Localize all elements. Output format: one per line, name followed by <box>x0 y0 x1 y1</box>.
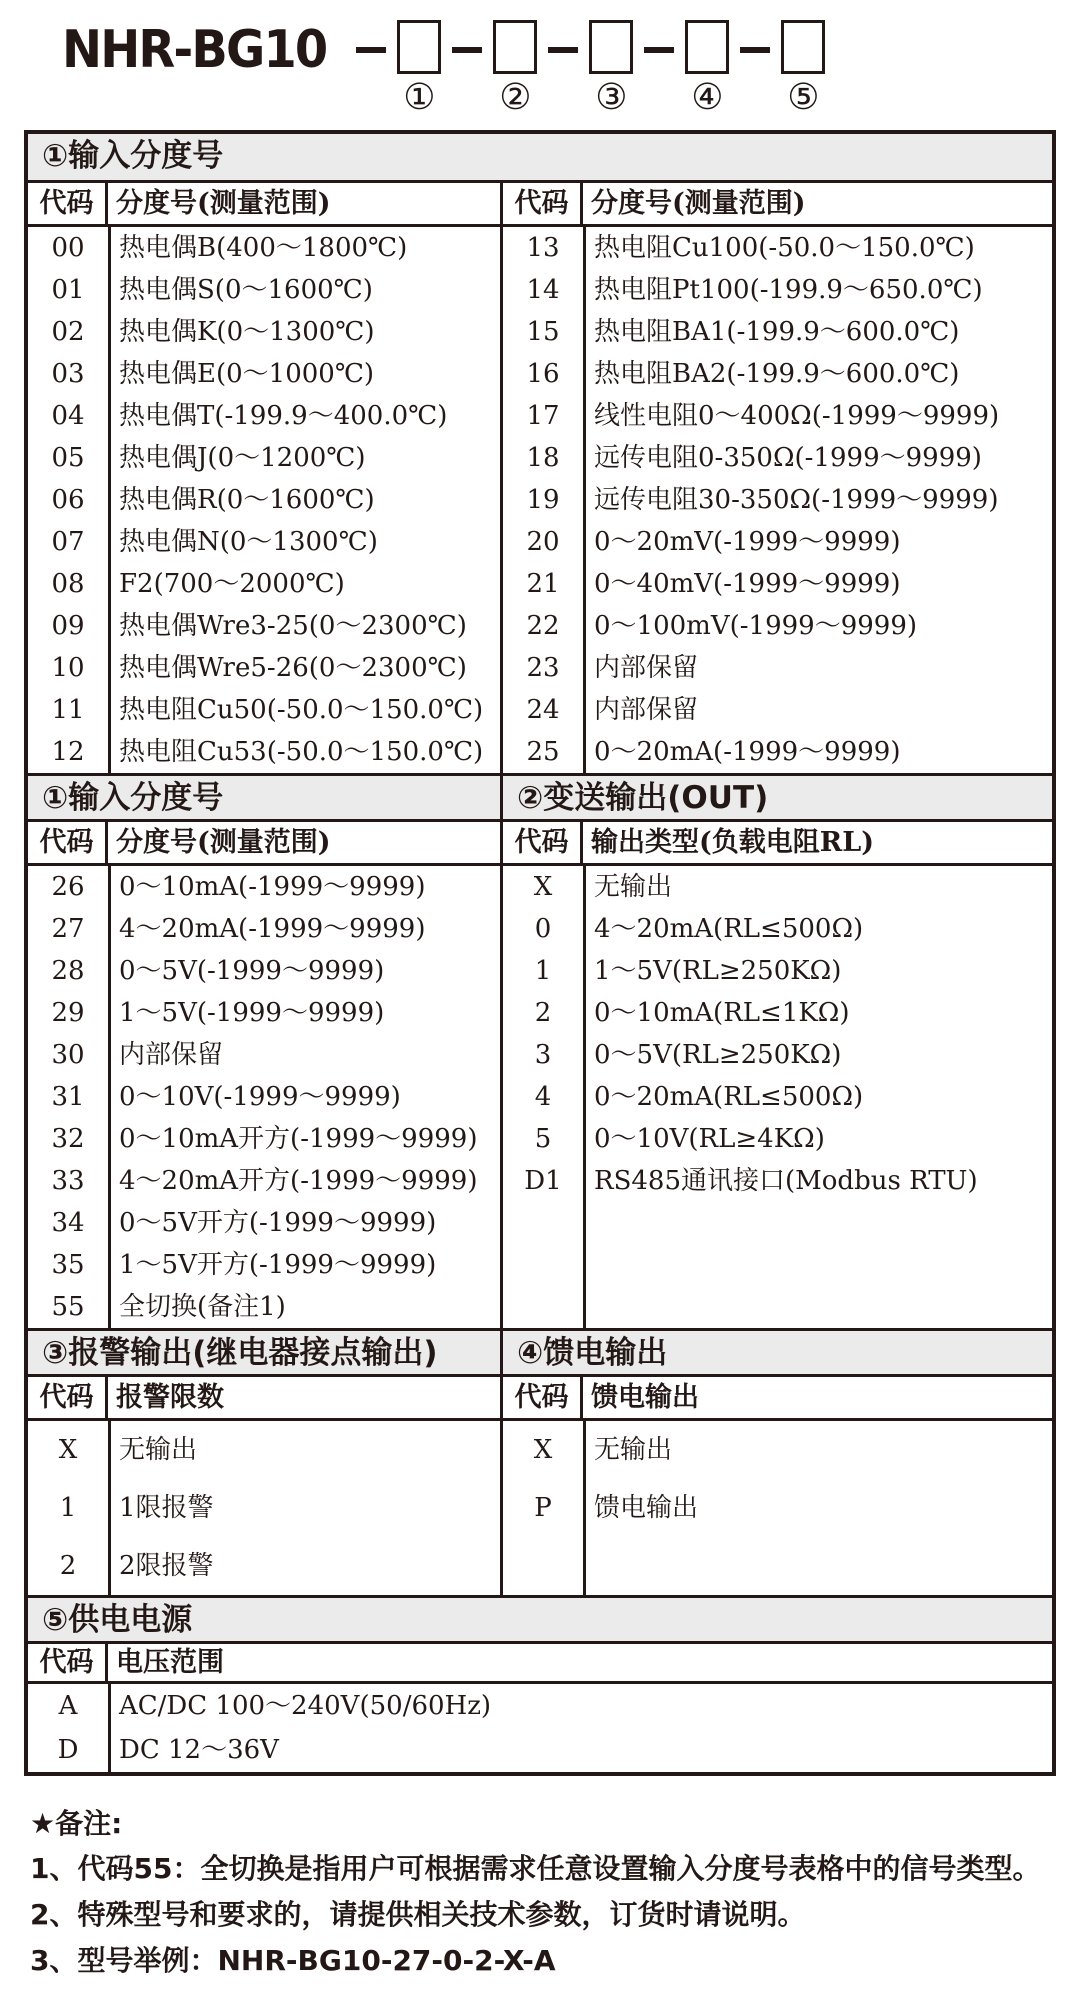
desc-cell: 0～5V(-1999～9999) <box>119 956 385 986</box>
slot-number: ⑤ <box>787 77 820 118</box>
column-header-row <box>28 183 500 227</box>
code-cell: 26 <box>51 872 85 902</box>
table-row <box>503 395 1052 437</box>
note-line: 1、代码55：全切换是指用户可根据需求任意设置输入分度号表格中的信号类型。 <box>30 1852 1041 1885</box>
code-column-header: 代码 <box>28 1377 108 1418</box>
code-column-header: 代码 <box>28 822 108 863</box>
desc-cell: 无输出 <box>594 1435 673 1465</box>
table-row <box>28 950 500 992</box>
desc-cell: 远传电阻0-350Ω(-1999～9999) <box>594 443 982 473</box>
section2-body <box>28 773 1052 1328</box>
table-row <box>28 1728 1052 1772</box>
section5-title: ⑤供电电源 <box>28 1595 1052 1644</box>
slot-number: ② <box>499 77 532 118</box>
table-row <box>28 1244 500 1286</box>
desc-cell: 0～10mA(RL≤1KΩ) <box>594 998 850 1028</box>
desc-cell: 热电阻BA2(-199.9～600.0℃) <box>594 359 960 389</box>
desc-cell: 无输出 <box>119 1435 198 1465</box>
table-row <box>28 866 500 908</box>
desc-cell: 热电偶T(-199.9～400.0℃) <box>119 401 448 431</box>
desc-cell: 无输出 <box>594 872 673 902</box>
desc-cell: 热电偶Wre5-26(0～2300℃) <box>119 653 467 683</box>
code-cell: 25 <box>526 737 560 767</box>
code-cell: 05 <box>51 443 85 473</box>
table-row <box>28 563 500 605</box>
desc-cell: 1～5V(-1999～9999) <box>119 998 385 1028</box>
model-code-diagram <box>0 0 1080 130</box>
desc-cell: 内部保留 <box>119 1040 224 1070</box>
table-row <box>28 731 500 773</box>
desc-cell: 1～5V开方(-1999～9999) <box>119 1250 437 1280</box>
desc-cell: 0～20mV(-1999～9999) <box>594 527 901 557</box>
table-row <box>28 689 500 731</box>
model-slot-4 <box>685 20 729 118</box>
desc-column-header: 电压范围 <box>116 1647 224 1678</box>
table-body <box>503 866 1052 1328</box>
table-row <box>503 1076 1052 1118</box>
desc-cell: 热电偶E(0～1000℃) <box>119 359 375 389</box>
code-cell: 55 <box>51 1292 85 1322</box>
table-row <box>28 605 500 647</box>
code-cell: 2 <box>59 1551 77 1581</box>
code-cell: 28 <box>51 956 85 986</box>
table-row <box>503 521 1052 563</box>
model-slot-3 <box>589 20 633 118</box>
code-cell: 27 <box>51 914 85 944</box>
desc-cell: 热电偶B(400～1800℃) <box>119 233 408 263</box>
desc-column-header: 分度号(测量范围) <box>116 827 331 858</box>
code-cell: 30 <box>51 1040 85 1070</box>
code-column-header: 代码 <box>28 1644 108 1681</box>
code-column-header: 代码 <box>503 183 583 224</box>
section2-left-title: ①输入分度号 <box>28 773 500 822</box>
dash-separator <box>452 47 482 53</box>
section1-left-table <box>28 183 503 773</box>
table-row <box>503 908 1052 950</box>
table-row <box>503 992 1052 1034</box>
desc-cell: 热电阻Cu53(-50.0～150.0℃) <box>119 737 484 767</box>
desc-cell: 热电偶R(0～1600℃) <box>119 485 375 515</box>
code-cell: 11 <box>51 695 85 725</box>
dash-separator <box>548 47 578 53</box>
code-cell: 07 <box>51 527 85 557</box>
code-cell: 0 <box>534 914 552 944</box>
remarks-header: ★备注: <box>30 1807 123 1840</box>
code-cell: 29 <box>51 998 85 1028</box>
code-cell: A <box>58 1691 78 1721</box>
desc-cell: 馈电输出 <box>594 1493 699 1523</box>
section4-feed-table <box>503 1328 1052 1595</box>
remarks-list <box>30 1846 1080 1984</box>
desc-cell: 热电偶J(0～1200℃) <box>119 443 366 473</box>
code-cell: 01 <box>51 275 85 305</box>
table-row <box>28 1034 500 1076</box>
code-cell: 34 <box>51 1208 85 1238</box>
desc-cell: 内部保留 <box>594 695 699 725</box>
code-cell: 14 <box>526 275 560 305</box>
table-row <box>503 1160 1052 1202</box>
model-slots <box>345 14 825 118</box>
column-header-row <box>28 1644 1052 1684</box>
section1-title: ①输入分度号 <box>28 134 1052 183</box>
section1-right-table <box>503 183 1052 773</box>
desc-cell: 0～10mA(-1999～9999) <box>119 872 426 902</box>
model-slot-1 <box>397 20 441 118</box>
desc-cell: RS485通讯接口(Modbus RTU) <box>594 1166 978 1196</box>
slot-number: ④ <box>691 77 724 118</box>
table-row <box>503 1479 1052 1537</box>
table-row <box>28 1479 500 1537</box>
desc-cell: 热电阻Cu100(-50.0～150.0℃) <box>594 233 975 263</box>
code-cell: 04 <box>51 401 85 431</box>
slot-box <box>397 20 441 74</box>
slot-number: ① <box>403 77 436 118</box>
table-row <box>503 1118 1052 1160</box>
code-cell: 17 <box>526 401 560 431</box>
desc-cell: AC/DC 100～240V(50/60Hz) <box>119 1691 492 1721</box>
code-cell: 24 <box>526 695 560 725</box>
table-row <box>503 437 1052 479</box>
section5-power-table <box>28 1644 1052 1772</box>
ordering-table <box>24 130 1056 1776</box>
table-row <box>28 521 500 563</box>
desc-cell: DC 12～36V <box>119 1735 279 1765</box>
desc-cell: 远传电阻30-350Ω(-1999～9999) <box>594 485 999 515</box>
column-header-row <box>503 183 1052 227</box>
code-cell: 15 <box>526 317 560 347</box>
desc-cell: 4～20mA(RL≤500Ω) <box>594 914 864 944</box>
code-cell: 19 <box>526 485 560 515</box>
section2-left-table <box>28 773 503 1328</box>
desc-cell: 0～5V开方(-1999～9999) <box>119 1208 437 1238</box>
table-row <box>503 647 1052 689</box>
section4-title: ④馈电输出 <box>503 1328 1052 1377</box>
desc-column-header: 输出类型(负载电阻RL) <box>591 827 874 858</box>
desc-cell: 4～20mA(-1999～9999) <box>119 914 426 944</box>
desc-cell: 线性电阻0～400Ω(-1999～9999) <box>594 401 1000 431</box>
table-row <box>28 1076 500 1118</box>
desc-cell: 热电阻Pt100(-199.9～650.0℃) <box>594 275 983 305</box>
desc-cell: 0～10V(RL≥4KΩ) <box>594 1124 825 1154</box>
desc-cell: 热电偶S(0～1600℃) <box>119 275 373 305</box>
table-row <box>28 908 500 950</box>
code-cell: 22 <box>526 611 560 641</box>
desc-cell: F2(700～2000℃) <box>119 569 345 599</box>
desc-cell: 0～10mA开方(-1999～9999) <box>119 1124 478 1154</box>
desc-cell: 0～10V(-1999～9999) <box>119 1082 401 1112</box>
table-row <box>503 563 1052 605</box>
desc-cell: 热电阻Cu50(-50.0～150.0℃) <box>119 695 484 725</box>
table-row <box>28 437 500 479</box>
table-row <box>28 1421 500 1479</box>
section2-right-table <box>503 773 1052 1328</box>
section1-body <box>28 183 1052 773</box>
table-row <box>28 353 500 395</box>
desc-cell: 热电偶N(0～1300℃) <box>119 527 378 557</box>
column-header-row <box>503 822 1052 866</box>
table-row <box>503 1034 1052 1076</box>
table-row <box>28 1286 500 1328</box>
section3-alarm-table <box>28 1328 503 1595</box>
code-cell: 4 <box>534 1082 552 1112</box>
code-cell: 00 <box>51 233 85 263</box>
code-cell: 20 <box>526 527 560 557</box>
desc-cell: 0～40mV(-1999～9999) <box>594 569 901 599</box>
code-cell: 31 <box>51 1082 85 1112</box>
code-cell: 06 <box>51 485 85 515</box>
table-row <box>503 605 1052 647</box>
dash-separator <box>644 47 674 53</box>
code-column-header: 代码 <box>28 183 108 224</box>
model-slot-2 <box>493 20 537 118</box>
table-row <box>503 353 1052 395</box>
table-row <box>28 227 500 269</box>
desc-cell: 热电偶Wre3-25(0～2300℃) <box>119 611 467 641</box>
code-cell: 09 <box>51 611 85 641</box>
code-cell: P <box>534 1493 552 1523</box>
slot-box <box>493 20 537 74</box>
code-cell: D <box>57 1735 79 1765</box>
table-row <box>503 866 1052 908</box>
section3-body <box>28 1328 1052 1595</box>
code-cell: 12 <box>51 737 85 767</box>
table-body <box>503 1421 1052 1595</box>
desc-column-header: 馈电输出 <box>591 1382 699 1413</box>
note-line: 2、特殊型号和要求的，请提供相关技术参数，订货时请说明。 <box>30 1898 806 1931</box>
desc-cell: 全切换(备注1) <box>119 1292 286 1322</box>
table-row <box>28 269 500 311</box>
code-cell: 18 <box>526 443 560 473</box>
code-cell: 32 <box>51 1124 85 1154</box>
dash-separator <box>740 47 770 53</box>
code-cell: 1 <box>534 956 552 986</box>
table-row <box>503 950 1052 992</box>
code-cell: 13 <box>526 233 560 263</box>
desc-column-header: 分度号(测量范围) <box>116 188 331 219</box>
table-body <box>28 866 500 1328</box>
desc-column-header: 分度号(测量范围) <box>591 188 806 219</box>
code-cell: 1 <box>59 1493 77 1523</box>
column-header-row <box>28 1377 500 1421</box>
table-row <box>28 311 500 353</box>
table-body <box>28 227 500 773</box>
desc-cell: 0～20mA(RL≤500Ω) <box>594 1082 864 1112</box>
desc-cell: 0～5V(RL≥250KΩ) <box>594 1040 842 1070</box>
slot-box <box>781 20 825 74</box>
section3-title: ③报警输出(继电器接点输出) <box>28 1328 500 1377</box>
desc-cell: 热电偶K(0～1300℃) <box>119 317 375 347</box>
section2-right-title: ②变送输出(OUT) <box>503 773 1052 822</box>
desc-cell: 热电阻BA1(-199.9～600.0℃) <box>594 317 960 347</box>
table-row <box>28 395 500 437</box>
table-row <box>503 311 1052 353</box>
table-row <box>503 479 1052 521</box>
desc-column-header: 报警限数 <box>116 1382 224 1413</box>
code-cell: 10 <box>51 653 85 683</box>
slot-box <box>685 20 729 74</box>
model-name: NHR-BG10 <box>62 20 327 80</box>
table-row <box>28 992 500 1034</box>
table-row <box>28 1202 500 1244</box>
code-cell: 3 <box>534 1040 552 1070</box>
desc-cell: 2限报警 <box>119 1551 214 1581</box>
code-cell: X <box>533 1435 553 1465</box>
code-cell: X <box>58 1435 78 1465</box>
code-column-header: 代码 <box>503 1377 583 1418</box>
note-line: 3、型号举例：NHR-BG10-27-0-2-X-A <box>30 1944 556 1977</box>
table-row <box>503 731 1052 773</box>
code-cell: 33 <box>51 1166 85 1196</box>
code-cell: 08 <box>51 569 85 599</box>
code-cell: X <box>533 872 553 902</box>
remarks <box>30 1802 1080 1984</box>
desc-cell: 1～5V(RL≥250KΩ) <box>594 956 842 986</box>
slot-number: ③ <box>595 77 628 118</box>
desc-cell: 1限报警 <box>119 1493 214 1523</box>
desc-cell: 0～20mA(-1999～9999) <box>594 737 901 767</box>
table-row <box>28 1537 500 1595</box>
code-cell: 02 <box>51 317 85 347</box>
code-cell: 21 <box>526 569 560 599</box>
desc-cell: 内部保留 <box>594 653 699 683</box>
code-cell: 35 <box>51 1250 85 1280</box>
table-body <box>28 1684 1052 1772</box>
code-cell: 23 <box>526 653 560 683</box>
table-row <box>503 689 1052 731</box>
code-cell: 16 <box>526 359 560 389</box>
code-cell: D1 <box>524 1166 562 1196</box>
table-row <box>503 1421 1052 1479</box>
code-cell: 2 <box>534 998 552 1028</box>
table-row <box>28 1160 500 1202</box>
code-column-header: 代码 <box>503 822 583 863</box>
code-cell: 03 <box>51 359 85 389</box>
table-row <box>28 479 500 521</box>
column-header-row <box>503 1377 1052 1421</box>
column-header-row <box>28 822 500 866</box>
code-cell: 5 <box>534 1124 552 1154</box>
table-row <box>503 269 1052 311</box>
table-row <box>28 1118 500 1160</box>
desc-cell: 0～100mV(-1999～9999) <box>594 611 918 641</box>
table-row <box>503 227 1052 269</box>
model-slot-5 <box>781 20 825 118</box>
table-body <box>28 1421 500 1595</box>
table-body <box>503 227 1052 773</box>
desc-cell: 4～20mA开方(-1999～9999) <box>119 1166 478 1196</box>
slot-box <box>589 20 633 74</box>
dash-separator <box>356 47 386 53</box>
table-row <box>28 647 500 689</box>
table-row <box>28 1684 1052 1728</box>
